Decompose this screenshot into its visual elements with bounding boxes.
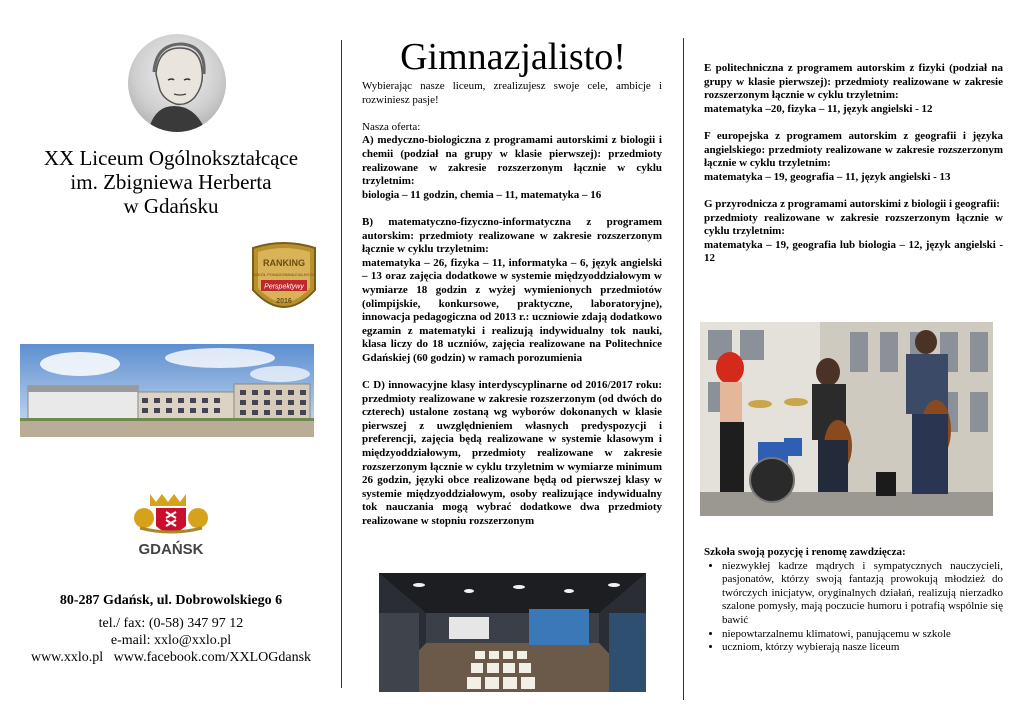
school-hall-photo: [379, 573, 646, 692]
left-column: [0, 0, 342, 725]
page-title: Gimnazjalisto!: [400, 36, 626, 78]
school-address: 80-287 Gdańsk, ul. Dobrowolskiego 6: [59, 593, 283, 608]
middle-column: [342, 0, 684, 725]
offer-g-description: G przyrodnicza z programami autorskimi z biologii i geografii:: [704, 197, 1000, 210]
school-name-line3: w Gdańsku: [123, 194, 219, 218]
school-building-photo: [20, 344, 314, 437]
list-item: • uczniom, którzy wybierają nasze liceum: [722, 641, 1003, 655]
offer-g-hours: matematyka – 19, geografia lub biologia – 12, język angielski - 12: [704, 238, 1003, 265]
gdansk-city-logo: [126, 488, 216, 560]
school-name-line1: XX Liceum Ogólnokształcące: [43, 146, 299, 170]
strengths-list: [704, 560, 1003, 655]
offer-e-hours: matematyka –20, fizyka – 11, język angielski - 12: [704, 102, 933, 115]
offer-e: [704, 62, 1003, 116]
offer-cd: C D) innowacyjne klasy interdyscyplinarne od 2016/2017 roku: przedmioty realizowane w zakresie rozszerzonym (od dwóch do czterech) ustalone zostaną wg wyborów dokonanych w klasie pierwszej z uwzględnieniem własnych predyspozycji i preferencji, zajęcia będą realizowane w systemie klasowym i międzyoddziałowym, przedmioty realizowane w zakresie rozszerzonym łącznie w cyklu trzyletnim w wymiarze minimum 26 godzin, języki obce realizowane będą od pierwszej klasy w systemie międzyoddziałowym, osoby realizujące indywidualny tok nauczania mogą wybrać dodatkowe dwa przedmioty realizowane w stopniu rozszerzonym: [362, 379, 662, 527]
offer-f: [704, 130, 1003, 184]
offer-b-description: B) matematyczno-fizyczno-informatyczna z programem autorskim: przedmioty realizowane w zakresie rozszerzonym łącznie w cyklu trzyletnim:: [362, 215, 662, 256]
offer-f-hours: matematyka – 19, geografia – 11, język angielski - 13: [704, 170, 951, 183]
offer-a-description: A) medyczno-biologiczna z programami autorskimi z biologii i chemii (podział na grupy w klasie pierwszej): przedmioty realizowane w zakresie rozszerzonym łącznie w cyklu trzyletnim:: [362, 134, 662, 188]
school-strengths: [704, 546, 1003, 655]
student-band-photo: [700, 322, 993, 516]
offer-label: Nasza oferta:: [362, 120, 421, 133]
offer-e-description: E politechniczna z programem autorskim z fizyki (podział na grupy w klasie pierwszej): przedmioty realizowane w zakresie rozszerzonym łącznie w cyklu trzyletnim:: [704, 62, 1003, 102]
offer-g: [704, 198, 1003, 266]
intro-text: Wybierając nasze liceum, zrealizujesz swoje cele, ambicje i rozwiniesz pasje!: [362, 80, 662, 106]
badge-brand: Perspektywy: [264, 283, 304, 291]
list-item: • niezwykłej kadrze mądrych i sympatycznych nauczycieli, pasjonatów, którzy swoją fantazją prowokują młodzież do twórczych inicjatyw, oryginalnych działań, realizują nierzadko szalone pomysły, mają poczucie humoru i potrafią wspólnie się bawić: [722, 560, 1003, 628]
offer-a: [362, 134, 662, 202]
offer-text: [362, 80, 662, 542]
ranking-badge: [249, 240, 319, 318]
phone-fax: tel./ fax: (0-58) 347 97 12: [98, 616, 244, 631]
right-column: [684, 0, 1024, 725]
badge-year: 2016: [276, 298, 292, 305]
offer-text-continued: [704, 62, 1003, 280]
badge-subtitle: SZKÓŁ PONADGIMNAZJALNYCH: [252, 272, 316, 277]
strengths-heading: Szkoła swoją pozycję i renomę zawdzięcza:: [704, 546, 906, 558]
school-name: [0, 146, 342, 218]
list-item: • niepowtarzalnemu klimatowi, panującemu w szkole: [722, 628, 1003, 642]
offer-b: [362, 216, 662, 366]
offer-a-hours: biologia – 11 godzin, chemia – 11, matematyka – 16: [362, 188, 602, 201]
contact-block: [0, 615, 342, 666]
portrait-image: [128, 34, 226, 132]
school-name-line2: im. Zbigniewa Herberta: [70, 170, 272, 194]
offer-g-text: przedmioty realizowane w zakresie rozszerzonym łącznie w cyklu trzyletnim:: [704, 211, 1003, 238]
gdansk-logo-text: GDAŃSK: [138, 541, 204, 558]
badge-title: RANKING: [263, 258, 305, 268]
offer-b-hours: matematyka – 26, fizyka – 11, informatyka – 6, język angielski – 13 oraz zajęcia dodatkowe w systemie międzyoddziałowym w wymiarze 18 godzin z wyżej wymienionych przedmiotów (olimpijskie, konkursowe, praktyczne, laboratoryjne), innowacja pedagogiczna od 2013 r.: uczniowie zdają dodatkowo egzamin z matematyki i realizują indywidualny tok nauki, klasa liczy do 18 uczniów, zajęcia realizowane na Politechnice Gdańskiej (60 godzin) w ramach porozumienia: [362, 256, 662, 364]
email-link[interactable]: e-mail: xxlo@xxlo.pl: [110, 633, 232, 648]
offer-f-description: F europejska z programem autorskim z geografii i języka angielskiego: przedmioty realizowane w zakresie rozszerzonym łącznie w cyklu trzyletnim:: [704, 129, 1003, 170]
website-links[interactable]: www.xxlo.pl www.facebook.com/XXLOGdansk: [30, 650, 312, 665]
